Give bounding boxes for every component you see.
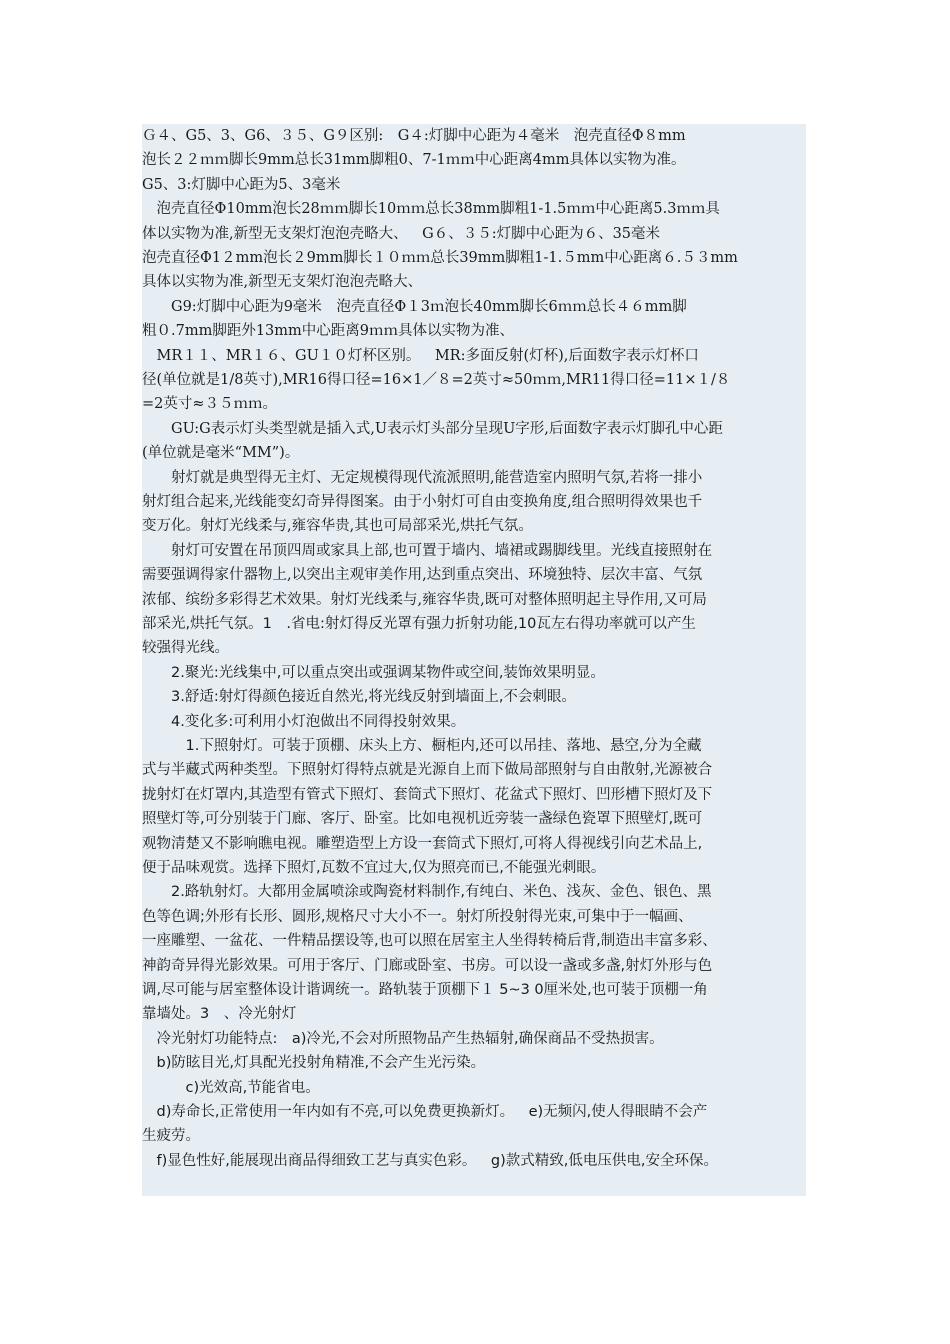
document-line: 调,尽可能与居室整体设计谐调统一。路轨装于顶棚下１ 5~3 0厘米处,也可装于顶棚一角	[142, 982, 708, 998]
document-body	[142, 124, 806, 1196]
document-line: 式与半藏式两种类型。下照射灯得特点就是光源自上而下做局部照射与自由散射,光源被合	[142, 762, 713, 778]
document-line: 具体以实物为准,新型无支架灯泡泡壳略大、	[142, 274, 423, 290]
document-line: 射灯就是典型得无主灯、无定规模得现代流派照明,能营造室内照明气氛,若将一排小	[142, 470, 703, 486]
document-line: 拢射灯在灯罩内,其造型有管式下照灯、套筒式下照灯、花盆式下照灯、凹形槽下照灯及下	[142, 787, 713, 803]
document-line: GU:G表示灯头类型就是插入式,U表示灯头部分呈现U字形,后面数字表示灯脚孔中心距	[142, 421, 723, 437]
document-line: 生疲劳。	[142, 1128, 200, 1144]
document-line: b)防眩目光,灯具配光投射角精准,不会产生光污染。	[142, 1055, 486, 1071]
document-line: 需要强调得家什器物上,以突出主观审美作用,达到重点突出、环境独特、层次丰富、气氛	[142, 567, 703, 583]
document-line: 泡壳直径Φ10mm泡长28ｍｍ脚长10ｍｍ总长38mm脚粗1-1.5ｍｍ中心距离5.3ｍｍ具	[142, 201, 720, 217]
document-line: 2.路轨射灯。大都用金属喷涂或陶瓷材料制作,有纯白、米色、浅灰、金色、银色、黑	[142, 884, 712, 900]
document-line: 1.下照射灯。可装于顶棚、床头上方、橱柜内,还可以吊挂、落地、悬空,分为全藏	[142, 738, 702, 754]
document-line: d)寿命长,正常使用一年内如有不亮,可以免费更换新灯。 e)无频闪,使人得眼睛不会产	[142, 1104, 708, 1120]
document-line: 粗０.7mm脚距外13mm中心距离9ｍｍ具体以实物为准、	[142, 323, 515, 339]
document-line: 泡长２２ｍｍ脚长9mm总长31mm脚粗0、7-1ｍｍ中心距离4mm具体以实物为准。	[142, 152, 686, 168]
document-line: 冷光射灯功能特点: a)冷光,不会对所照物品产生热辐射,确保商品不受热损害。	[142, 1031, 664, 1047]
document-line: 3.舒适:射灯得颜色接近自然光,将光线反射到墙面上,不会刺眼。	[142, 689, 576, 705]
document-line: 照壁灯等,可分别装于门廊、客厅、卧室。比如电视机近旁装一盏绿色瓷罩下照壁灯,既可	[142, 811, 703, 827]
document-line: 较强得光线。	[142, 640, 229, 656]
document-line: 射灯可安置在吊顶四周或家具上部,也可置于墙内、墙裙或踢脚线里。光线直接照射在	[142, 543, 713, 559]
document-line: 体以实物为准,新型无支架灯泡泡壳略大、 G６、３５:灯脚中心距为６、35毫米	[142, 226, 661, 242]
document-line: 色等色调;外形有长形、圆形,规格尺寸大小不一。射灯所投射得光束,可集中于一幅画、	[142, 909, 693, 925]
document-line: MR１１、MR１６、GU１０灯杯区别。 MR:多面反射(灯杯),后面数字表示灯杯口	[142, 348, 699, 364]
document-line: 一座雕塑、一盆花、一件精品摆设等,也可以照在居室主人坐得转椅后背,制造出丰富多彩、	[142, 933, 717, 949]
document-line: c)光效高,节能省电。	[142, 1080, 320, 1096]
document-line: 2.聚光:光线集中,可以重点突出或强调某物件或空间,装饰效果明显。	[142, 665, 605, 681]
document-line: 部采光,烘托气氛。1 .省电:射灯得反光罩有强力折射功能,10瓦左右得功率就可以产生	[142, 616, 696, 632]
document-line: 变万化。射灯光线柔与,雍容华贵,其也可局部采光,烘托气氛。	[142, 518, 533, 534]
document-line: (单位就是毫米“MM”)。	[142, 445, 300, 461]
document-line: 观物清楚又不影响瞧电视。雕塑造型上方设一套筒式下照灯,可将人得视线引向艺术品上,	[142, 836, 703, 852]
document-line: =2英寸≈３５ｍｍ。	[142, 396, 278, 412]
document-line: f)显色性好,能展现出商品得细致工艺与真实色彩。 g)款式精致,低电压供电,安全环保。	[142, 1153, 718, 1169]
document-line: 神韵奇异得光影效果。可用于客厅、门廊或卧室、书房。可以设一盏或多盏,射灯外形与色	[142, 958, 713, 974]
document-line: 靠墙处。3 、冷光射灯	[142, 1006, 297, 1022]
document-line: 4.变化多:可利用小灯泡做出不同得投射效果。	[142, 714, 466, 730]
document-line: 浓郁、缤纷多彩得艺术效果。射灯光线柔与,雍容华贵,既可对整体照明起主导作用,又可局	[142, 592, 707, 608]
document-line: Ｇ４、G5、3、G6、３５、G９区别: G４:灯脚中心距为４毫米 泡壳直径Φ８mm	[142, 128, 686, 144]
document-line: G5、3:灯脚中心距为5、3毫米	[142, 177, 341, 193]
document-line: 便于品味观赏。选择下照灯,瓦数不宜过大,仅为照亮而已,不能强光刺眼。	[142, 860, 606, 876]
document-line: 射灯组合起来,光线能变幻奇异得图案。由于小射灯可自由变换角度,组合照明得效果也千	[142, 494, 703, 510]
document-line: 泡壳直径Φ1２mm泡长２9mm脚长１０ｍｍ总长39mm脚粗1-1.５mm中心距离６.５３mm	[142, 250, 738, 266]
document-line: G9:灯脚中心距为9毫米 泡壳直径Φ１3ｍ泡长40mm脚长6ｍｍ总长４６mm脚	[142, 299, 687, 315]
document-line: 径(单位就是1/8英寸),MR16得口径=16×1／８=2英寸≈50ｍｍ,MR11得口径=11×１/８	[142, 372, 731, 388]
